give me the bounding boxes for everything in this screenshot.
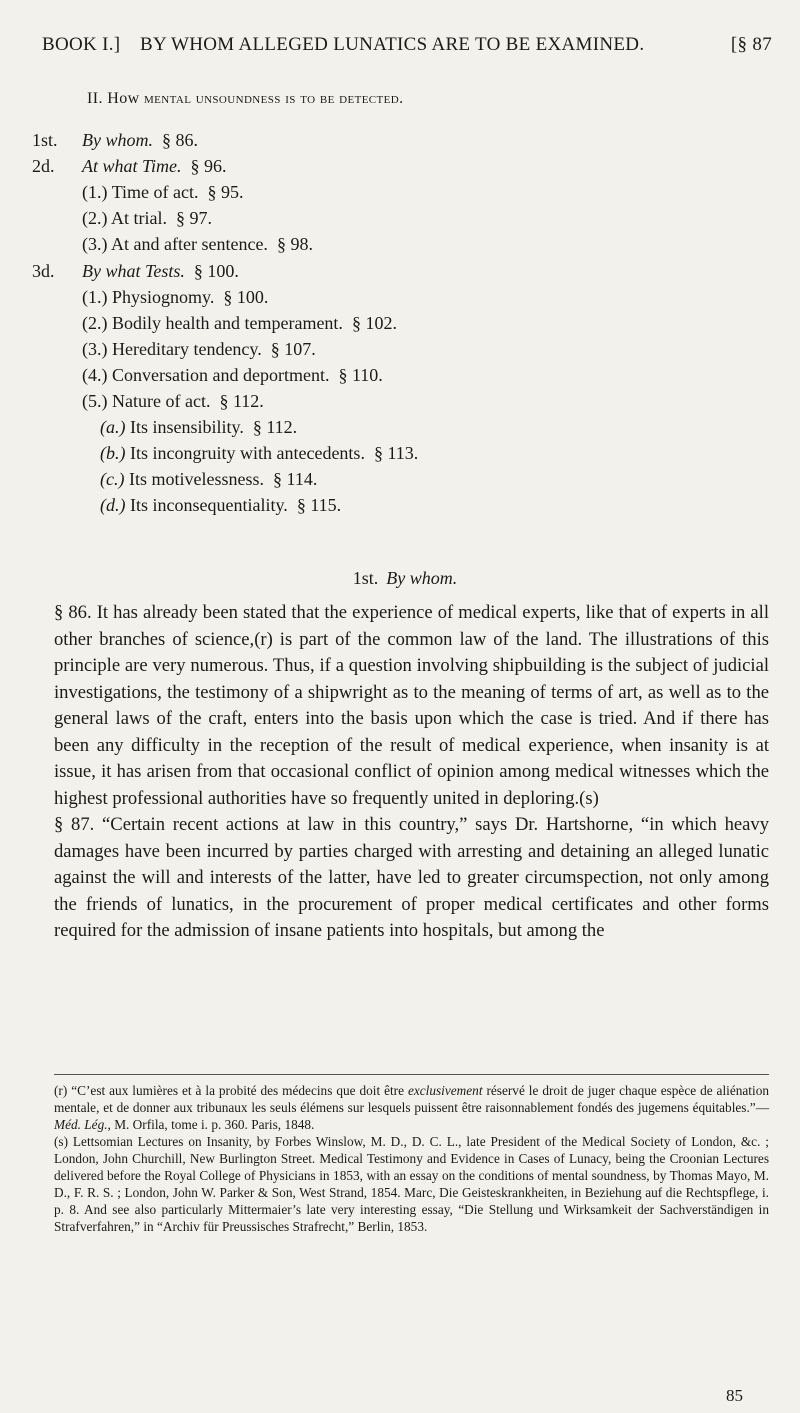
running-head-title: BY WHOM ALLEGED LUNATICS ARE TO BE EXAMINED. [140, 34, 645, 55]
running-head-book: BOOK I.] [42, 34, 121, 55]
subsection-heading: 1st. By whom. [352, 568, 458, 588]
outline-subsubitem: (b.) Its incongruity with antecedents. § 113. [100, 443, 419, 463]
book-page: BOOK I.] BY WHOM ALLEGED LUNATICS ARE TO BE EXAMINED. [§ 87 II. How mental unsoundness is to be detected. 1st. By whom. § 86. 2d. At what Time. § 96. (1.) Time of act. § 95. (2.) At trial. § 97. (3.) At and after sentence. § 98. 3d. By what Tests. § 100. (1.) Physiognomy. § 100. (2.) Bodily health and temperament. § 102. (3.) Hereditary tendency. § 107. (4.) Conversation and deportment. § 110. (5.) Nature of act. § 112. (a.) Its insensibility. § 112. (b.) Its incongruity with antecedents. § 113. (c.) Its motivelessness. § 114. (d.) Its inconsequentiality. § 115. 1st. By whom. § 86. It has already been stated that the experience of medical experts, like that of experts in all other branches of science,(r) is part of the common law of the land. The illustrations of this principle are very numerous. Thus, if a question involving shipbuilding is the subject of judicial investigations, the testimony of a shipwright as to the meaning of terms of art, as well as to the general laws of the craft, enters into the basis upon which the case is tried. And if there has been any difficulty in the reception of the result of medical experience, when insanity is at issue, it has arisen from that occasional conflict of opinion among medical witnesses which the highest professional authorities have so frequently united in deploring.(s) § 87. “Certain recent actions at law in this country,” says Dr. Hartshorne, “in which heavy damages have been incurred by parties charged with arresting and detaining an alleged lunatic against the will and interests of the latter, have led to greater circumspection, not only among the friends of lunatics, in the procurement of proper medical certificates and other forms required for the admission of insane patients into hospitals, but among the (r) “C’est aux lumières et à la probité des médecins que doit être exclusivement réservé le droit de juger chaque espèce de aliénation mentale, et de donner aux tribunaux les seuls élémens sur lesquels puissent être raisonnablement fondés des jugemens équitables.”—Méd. Lég., M. Orfila, tome i. p. 360. Paris, 1848. (s) Lettsomian Lectures on Insanity, by Forbes Winslow, M. D., D. C. L., late President of the Medical Society of London, &c. ; London, John Churchill, New Burlington Street. Medical Testimony and Evidence in Cases of Lunacy, being the Croonian Lectures delivered before the Royal College of Physicians in 1853, with an essay on the conditions of mental soundness, by Thomas Mayo, M. D., F. R. S. ; London, John W. Parker & Son, West Strand, 1854. Marc, Die Geisteskrankheiten, in Beziehung auf die Rechtspflege, i. p. 8. And see also particularly Mittermaier’s late very interesting essay, “Die Stellung und Wirksamkeit der Sachverständigen in Strafverfahren,” in “Archiv für Preussisches Strafrecht,” Berlin, 1853. 85 [0, 0, 800, 1413]
paragraph-87: § 87. “Certain recent actions at law in this country,” says Dr. Hartshorne, “in which heavy damages have been incurred by parties charged with arresting and detaining an alleged lunatic against the will and interests of the latter, have led to greater circumspection, not only among the friends of lunatics, in the procurement of proper medical certificates and other forms required for the admission of insane patients into hospitals, but among the [54, 814, 769, 941]
outline-subitem: (5.) Nature of act. § 112. [82, 391, 264, 411]
outline-subitem: (2.) At trial. § 97. [82, 208, 213, 228]
paragraph-86: § 86. It has already been stated that the experience of medical experts, like that of experts in all other branches of science,(r) is part of the common law of the land. The illustrations of this principle are very numerous. Thus, if a question involving shipbuilding is the subject of judicial investigations, the testimony of a shipwright as to the meaning of terms of art, as well as to the general laws of the craft, enters into the basis upon which the case is tried. And if there has been any difficulty in the reception of the result of medical experience, when insanity is at issue, it has arisen from that occasional conflict of opinion among medical witnesses which the highest professional authorities have so frequently united in deploring.(s) [54, 602, 770, 809]
outline-subitem: (1.) Physiognomy. § 100. [82, 287, 269, 307]
outline-subitem: (2.) Bodily health and temperament. § 102. [82, 313, 397, 333]
footnote-r: (r) “C’est aux lumières et à la probité des médecins que doit être exclusivement réservé le droit de juger chaque espèce de aliénation mentale, et de donner aux tribunaux les seuls élémens sur lesquels puissent être raisonnablement fondés des jugemens équitables.”—Méd. Lég., M. Orfila, tome i. p. 360. Paris, 1848. [54, 1083, 769, 1132]
outline-subitem: (4.) Conversation and deportment. § 110. [82, 365, 383, 385]
footnotes [54, 1082, 769, 1235]
running-head-section: [§ 87 [730, 34, 772, 55]
outline-subitem: (1.) Time of act. § 95. [82, 182, 244, 202]
outline-subsubitem: (c.) Its motivelessness. § 114. [100, 469, 318, 489]
page-number: 85 [726, 1386, 743, 1405]
outline-subsubitem: (a.) Its insensibility. § 112. [100, 417, 298, 437]
section-heading-first-word: How [107, 90, 140, 107]
outline-subitem: (3.) At and after sentence. § 98. [82, 234, 313, 254]
footnote-ref-r: (r) [254, 628, 273, 650]
outline-subitem: (3.) Hereditary tendency. § 107. [82, 339, 316, 359]
section-heading-rest: mental unsoundness is to be detected. [143, 90, 404, 107]
footnote-ref-s: (s) [579, 787, 599, 809]
outline-subsubitem: (d.) Its inconsequentiality. § 115. [100, 495, 342, 515]
footnote-s: (s) Lettsomian Lectures on Insanity, by Forbes Winslow, M. D., D. C. L., late President of the Medical Society of London, &c. ; London, John Churchill, New Burlington Street. Medical Testimony and Evidence in Cases of Lunacy, being the Croonian Lectures delivered before the Royal College of Physicians in 1853, with an essay on the conditions of mental soundness, by Thomas Mayo, M. D., F. R. S. ; London, John W. Parker & Son, West Strand, 1854. Marc, Die Geisteskrankheiten, in Beziehung auf die Rechtspflege, i. p. 8. And see also particularly Mittermaier’s late very interesting essay, “Die Stellung und Wirksamkeit der Sachverständigen in Strafverfahren,” in “Archiv für Preussisches Strafrecht,” Berlin, 1853. [54, 1134, 769, 1234]
body-text [54, 600, 769, 945]
section-heading [87, 90, 404, 108]
section-heading-number: II. [87, 90, 103, 107]
footnote-divider [54, 1074, 769, 1075]
